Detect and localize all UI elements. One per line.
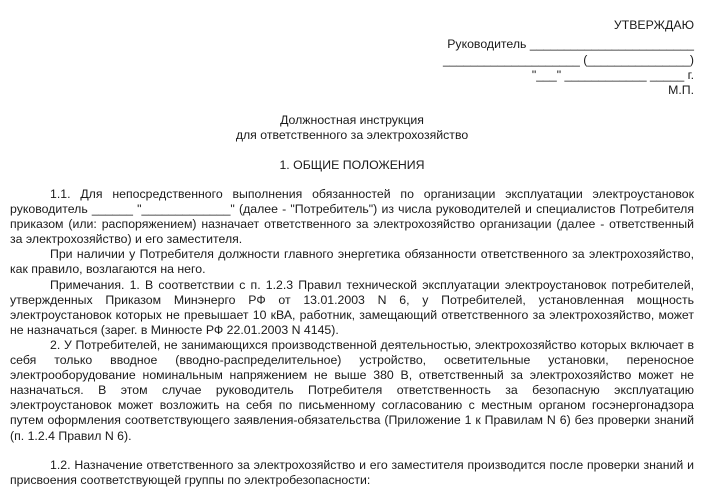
approval-name-line: ____________________ (_______________) bbox=[443, 53, 694, 67]
document-body bbox=[10, 187, 694, 488]
approval-title: УТВЕРЖДАЮ bbox=[613, 18, 694, 32]
doc-title-line1: Должностная инструкция bbox=[280, 113, 424, 127]
approval-date-line: "___" ____________ _____ г. bbox=[531, 68, 694, 82]
approval-seal-label: М.П. bbox=[668, 83, 694, 97]
approval-head-signature-line: Руководитель ________________________ bbox=[447, 37, 694, 51]
section-heading: 1. ОБЩИЕ ПОЛОЖЕНИЯ bbox=[279, 158, 425, 172]
doc-title-line2: для ответственного за электрохозяйство bbox=[235, 128, 469, 142]
paragraph-1-1: 1.1. Для непосредственного выполнения обязанностей по организации эксплуатации электроустановок руководитель ______ "_____________" (далее - "Потребитель") из числа руководителей и специалистов Потребителя приказом (или: распоряжением) назначает ответственного за электрохозяйство организации (далее - ответственный за электрохозяйство) и его заместителя. bbox=[10, 187, 694, 247]
paragraph-chief-energy: При наличии у Потребителя должности главного энергетика обязанности ответственного за электрохозяйство, как правило, возлагаются на него. bbox=[10, 247, 694, 277]
paragraph-note-2: 2. У Потребителей, не занимающихся производственной деятельностью, электрохозяйство которых включает в себя только вводное (вводно-распределительное) устройство, осветительные установки, переносное электрооборудование номинальным напряжением не выше 380 В, ответственный за электрохозяйство может не назначаться. В этом случае руководитель Потребителя ответственность за безопасную эксплуатацию электроустановок может возложить на себя по письменному согласованию с местным органом госэнергонадзора путем оформления соответствующего заявления-обязательства (Приложение 1 к Правилам N 6) без проверки знаний (п. 1.2.4 Правил N 6). bbox=[10, 337, 694, 443]
paragraph-note-1: Примечания. 1. В соответствии с п. 1.2.3 Правил технической эксплуатации электроустановок потребителей, утвержденных Приказом Минэнерго РФ от 13.01.2003 N 6, у Потребителей, установленная мощность электроустановок которых не превышает 10 кВА, работник, замещающий ответственного за электрохозяйство, может не назначаться (зарег. в Минюсте РФ 22.01.2003 N 4145). bbox=[10, 277, 694, 337]
paragraph-1-2: 1.2. Назначение ответственного за электрохозяйство и его заместителя производится после проверки знаний и присвоения соответствующей группы по электробезопасности: bbox=[10, 457, 694, 487]
